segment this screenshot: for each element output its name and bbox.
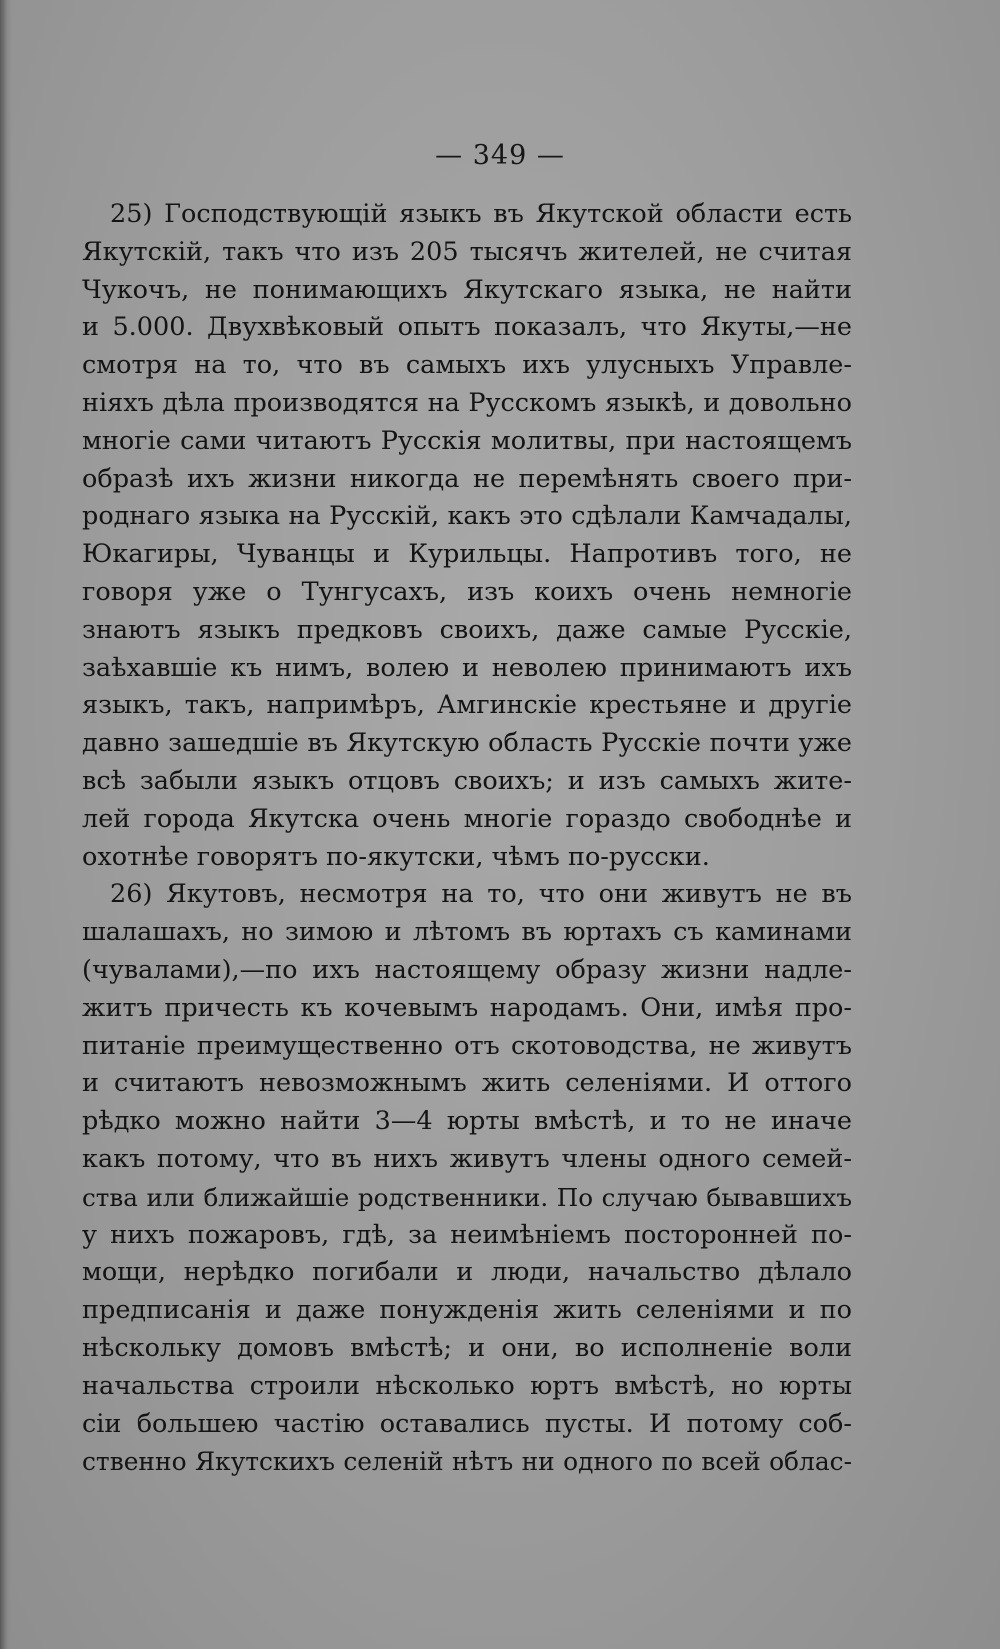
text-line: Чукочъ, не понимающихъ Якутскаго языка, не найти <box>82 274 852 305</box>
text-line: питаніе преимущественно отъ скотоводства, не живутъ <box>82 1030 852 1061</box>
text-line: ственно Якутскихъ селеній нѣтъ ни одного по всей облас- <box>82 1447 852 1477</box>
text-line: мощи, нерѣдко погибали и люди, начальство дѣлало <box>82 1257 852 1288</box>
text-line: ства или ближайшіе родственники. По случаю бывавшихъ <box>82 1182 852 1212</box>
text-line: предписанія и даже понужденія жить селеніями и по <box>82 1295 852 1326</box>
text-line: всѣ забыли языкъ отцовъ своихъ; и изъ самыхъ жите- <box>82 765 852 796</box>
text-line: (чувалами),—по ихъ настоящему образу жизни надле- <box>82 954 852 985</box>
page-number: — 349 — <box>435 140 565 171</box>
text-line: Юкагиры, Чуванцы и Курильцы. Напротивъ того, не <box>82 539 852 570</box>
text-line: ніяхъ дѣла производятся на Русскомъ языкѣ, и довольно <box>82 387 852 418</box>
text-line: житъ причесть къ кочевымъ народамъ. Они, имѣя про- <box>82 992 852 1023</box>
text-line: Якутскій, такъ что изъ 205 тысячъ жителей, не считая <box>82 236 852 267</box>
text-line: начальства строили нѣсколько юртъ вмѣстѣ, но юрты <box>82 1370 852 1401</box>
text-line: лей города Якутска очень многіе гораздо свободнѣе и <box>82 803 852 834</box>
page-spine-shadow <box>0 0 12 1649</box>
text-line: и считаютъ невозможнымъ жить селеніями. И оттого <box>82 1068 852 1099</box>
body-text <box>82 196 852 1481</box>
text-line: говоря уже о Тунгусахъ, изъ коихъ очень немногіе <box>82 576 852 607</box>
text-line: рѣдко можно найти 3—4 юрты вмѣстѣ, и то не иначе <box>82 1106 852 1137</box>
text-line: смотря на то, что въ самыхъ ихъ улусныхъ Управле- <box>82 350 852 381</box>
text-line: 26) Якутовъ, несмотря на то, что они живутъ не въ <box>110 879 852 910</box>
text-line: языкъ, такъ, напримѣръ, Амгинскіе крестьяне и другіе <box>82 690 852 721</box>
text-line: какъ потому, что въ нихъ живутъ члены одного семей- <box>82 1143 852 1174</box>
text-line: охотнѣе говорятъ по-якутски, чѣмъ по-русски. <box>82 841 710 872</box>
text-line: образѣ ихъ жизни никогда не перемѣнять своего при- <box>82 463 852 494</box>
text-line: многіе сами читаютъ Русскія молитвы, при настоящемъ <box>82 425 852 456</box>
text-line: у нихъ пожаровъ, гдѣ, за неимѣніемъ посторонней по- <box>82 1219 852 1250</box>
text-line: шалашахъ, но зимою и лѣтомъ въ юртахъ съ каминами <box>82 917 852 948</box>
text-line: знаютъ языкъ предковъ своихъ, даже самые Русскіе, <box>82 614 852 645</box>
text-line: и 5.000. Двухвѣковый опытъ показалъ, что Якуты,—не <box>82 312 852 343</box>
text-line: нѣскольку домовъ вмѣстѣ; и они, во исполненіе воли <box>82 1332 852 1363</box>
text-line: 25) Господствующій языкъ въ Якутской области есть <box>110 199 852 229</box>
text-line: роднаго языка на Русскій, какъ это сдѣлали Камчадалы, <box>82 501 852 532</box>
text-line: сіи большею частію оставались пусты. И потому соб- <box>82 1408 852 1439</box>
text-line: давно зашедшіе въ Якутскую область Русскіе почти уже <box>82 728 852 759</box>
text-line: заѣхавшіе къ нимъ, волею и неволею принимаютъ ихъ <box>82 652 852 683</box>
